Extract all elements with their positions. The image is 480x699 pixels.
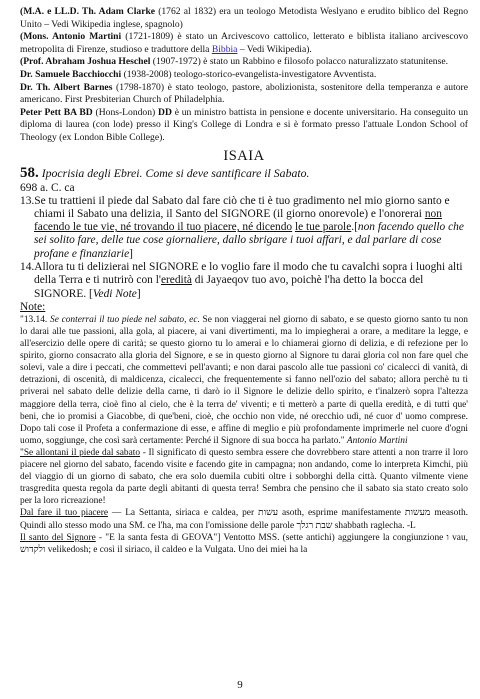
- bibbia-link[interactable]: Bibbia: [211, 43, 238, 55]
- bio-pett: Peter Pett BA BD (Hons-London) DD è un ministro battista in pensione e docente universitario. Ha conseguito un diploma di laurea (con lode) presso il King's College di Londra e si è formato presso l'attuale London School of Theology (ex London Bible College).: [20, 106, 469, 143]
- date-line: 698 a. C. ca: [20, 181, 75, 194]
- section-title: Ipocrisia degli Ebrei. Come si deve santificare il Sabato.: [38, 165, 310, 180]
- bio-barnes: Dr. Th. Albert Barnes (1798-1870) è stato teologo, pastore, abolizionista, sostenitore della temperanza e autore americano. First Presbiterian Church of Philadelphia.: [20, 81, 468, 106]
- bio-martini: (Mons. Antonio Martini (1721-1809) è stato un Arcivescovo cattolico, letterato e biblista italiano arcivescovo metropolita di Firenze, studioso e traduttore della Bibbia – Vedi Wikipedia).: [20, 31, 468, 55]
- book-title: ISAIA: [223, 147, 265, 164]
- bio-bacchiocchi: Dr. Samuele Bacchiocchi (1938-2008) teologo-storico-evangelista-investigatore Avventista.: [20, 68, 377, 80]
- note-martini: "13.14. Se conterrai il tuo piede nel sabato, ec. Se non viaggerai nel giorno di sabato, e se questo giorno santo tu non lo darai alle tue passioni, alla gola, al piacere, ai vani divertimenti, ma lo impiegherai a orare, a meditare la legge, e all'esercizio delle opere di carità; se questo giorno tu lo amerai e lo chiamerai giorno di delizia, e di refezione per lo spirito, giorno consacrato alla gloria del Signore, e se in questo giorno al Signore tu darai gloria col non fare quel che solevi, vale a dire i peccati, che commettevi pell'avanti; e non darai pascolo alle tue passioni co' cicalecci di vanità, di detrazioni, di oscenità, di maldicenza, cicalecci, che frequentemente si fanno nell'ozio del sabato; allora perchè tu ti priverai nel sabato delle delizie della carne, ti darò io il Signore le delizie dello spirito, e t'inalzerò sopra l'altezza maggiore della terra, cioè fino al cielo, che è la terra de' viventi; e ti metterò a parte di quella eredità, e di tutti que' beni, che io promisi a Giacobbe, di que'beni, cioè, che occhio non vide, né orecchio udì, né cuor d' uomo comprese. Dopo tali cose il Profeta a confermazione di esse, e affine di meglio e più profondamente imprimerle nel cuore d'ogni uomo, soggiunge, che così sarà certamente: Perché il Signore di sua bocca ha parlato." Antonio Martini: [20, 314, 468, 446]
- bio-clarke: (M.A. e LL.D. Th. Adam Clarke (1762 al 1832) era un teologo Metodista Weslyano e erudito biblico del Regno Unito – Vedi Wikipedia inglese, spagnolo): [20, 6, 468, 30]
- note-author: Antonio Martini: [346, 435, 408, 446]
- section-number: 58.: [20, 164, 39, 181]
- note-piede: "Se allontani il piede dal sabato - Il significato di questo sembra essere che dovrebbero stare attenti a non trarre il loro piacere nel giorno del sabato, facendo visite e facendo gite in campagna; non andando, come lo interpreta Kimchi, più del viaggio di un giorno di sabato, che era solo duemila cubiti oltre i sobborghi della città. Quanto vilmente viene trasgredita questa regola da parte degli abitanti di questa terra! Sembra che pensino che il sabato sia stato creato solo per la loro ricreazione!: [20, 447, 468, 507]
- note-label: Note:: [20, 300, 46, 313]
- verse-14: 14.Allora tu ti delizierai nel SIGNORE e lo voglio fare il modo che tu cavalchi sopra i luoghi alti della Terra e ti nutrirò con l'eredità di Jayaeqov tuo avo, poichè l'ha detto la bocca del SIGNORE. [Vedi Note]: [20, 261, 463, 300]
- verse-13: 13.Se tu trattieni il piede dal Sabato dal fare ciò che ti è tuo gradimento nel mio giorno santo e chiami il Sabato una delizia, il Santo del SIGNORE (il giorno onorevole) e l'onorerai non facendo le tue vie, né trovando il tuo piacere, né dicendo le tue parole.[non facendo quello che sei solito fare, delle tue cose giornaliere, dallo sbrigare i tuoi affari, e dal parlare di cose profane e finanziarie]: [20, 194, 464, 260]
- document-page: [20, 6, 468, 556]
- page-number: 9: [237, 679, 243, 691]
- note-piacere: Dal fare il tuo piacere — La Settanta, siriaca e caldea, per עשות asoth, esprime manifestamente מעשות measoth. Quindi allo stesso modo una SM. ce l'ha, ma con l'omissione delle parole שבת רגלך shabbath raglecha. -L: [20, 508, 468, 531]
- section-heading: [20, 166, 468, 181]
- bio-heschel: (Prof. Abraham Joshua Heschel (1907-1972) è stato un Rabbino e filosofo polacco naturalizzato statunitense.: [20, 56, 448, 68]
- note-santo: Il santo del Signore - "E la santa festa di GEOVA"] Ventotto MSS. (sette antichi) aggiungere la congiunzione ו vau, ולקדוש velikedosh; e così il siriaco, il caldeo e la Vulgata. Uno dei miei ha la: [20, 532, 468, 555]
